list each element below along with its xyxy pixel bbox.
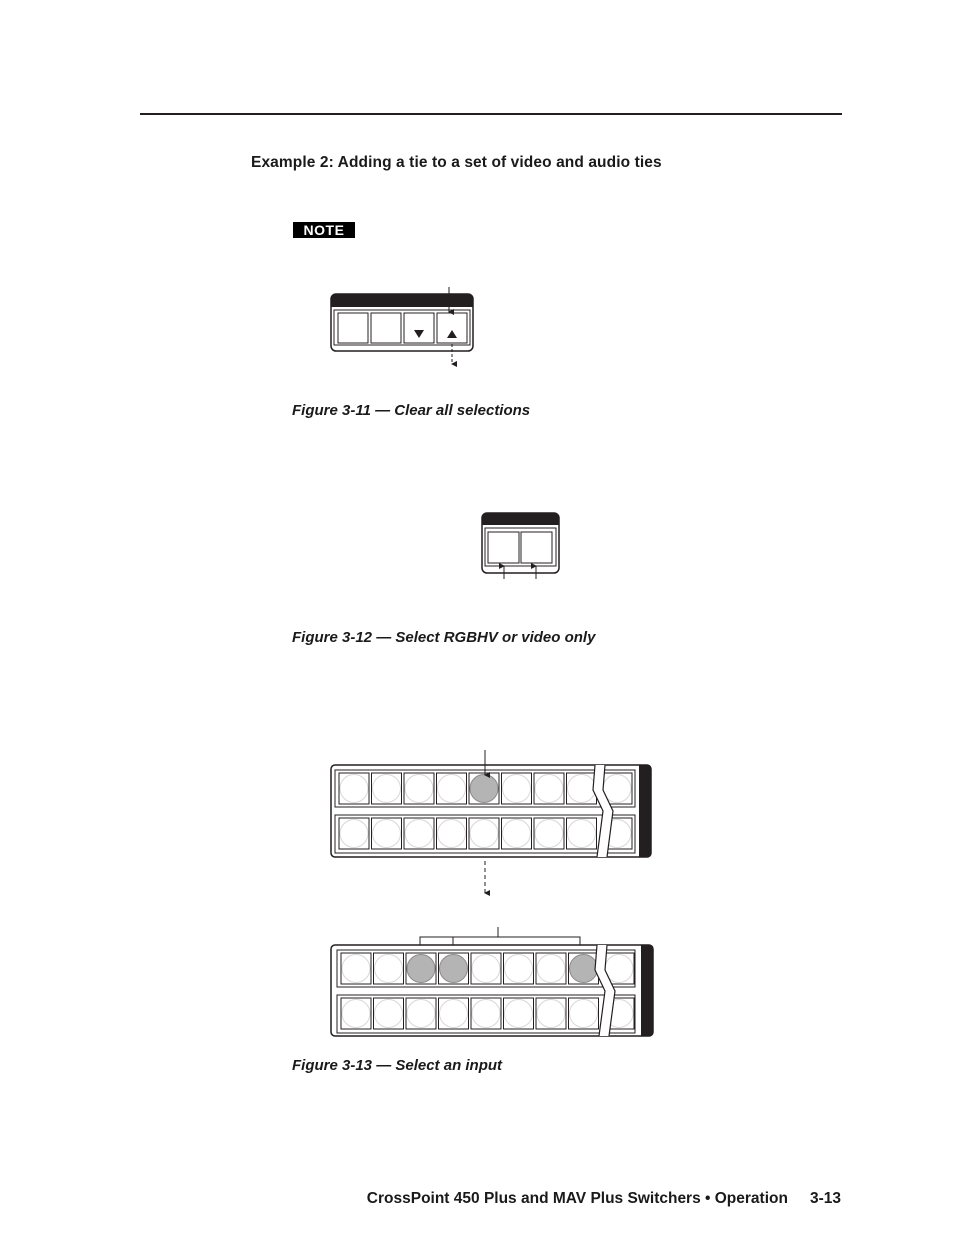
note-badge: NOTE (293, 222, 355, 238)
panel-button-2[interactable] (371, 313, 401, 343)
output-button-5[interactable] (469, 818, 499, 849)
output-button-6[interactable] (504, 998, 534, 1029)
up-button[interactable] (437, 313, 467, 343)
input-button-7[interactable] (534, 773, 564, 804)
output-button-2[interactable] (372, 818, 402, 849)
lit-indicator (440, 955, 468, 983)
page-number: 3-13 (809, 1190, 841, 1207)
output-button-8[interactable] (569, 998, 599, 1029)
figure-3-12-caption: Figure 3-12 — Select RGBHV or video only (292, 629, 596, 646)
input-button-2[interactable] (374, 953, 404, 984)
output-button-1[interactable] (339, 818, 369, 849)
output-button-4[interactable] (437, 818, 467, 849)
input-button-4[interactable] (437, 773, 467, 804)
lit-indicator (470, 775, 498, 803)
panel-button-1[interactable] (338, 313, 368, 343)
input-button-2[interactable] (372, 773, 402, 804)
input-button-7[interactable] (536, 953, 566, 984)
video-button[interactable] (521, 532, 552, 563)
output-button-3[interactable] (406, 998, 436, 1029)
output-button-5[interactable] (471, 998, 501, 1029)
header-rule (140, 113, 842, 115)
output-button-4[interactable] (439, 998, 469, 1029)
output-button-2[interactable] (374, 998, 404, 1029)
page-footer (367, 1190, 841, 1208)
output-button-3[interactable] (404, 818, 434, 849)
section-heading: Example 2: Adding a tie to a set of video and audio ties (251, 154, 662, 171)
down-button[interactable] (404, 313, 434, 343)
figure-3-11-caption: Figure 3-11 — Clear all selections (292, 402, 531, 419)
output-button-7[interactable] (536, 998, 566, 1029)
figure-3-13-panel-input (325, 745, 660, 945)
input-button-6[interactable] (502, 773, 532, 804)
output-button-7[interactable] (534, 818, 564, 849)
input-button-8[interactable] (567, 773, 597, 804)
lit-indicator (570, 955, 598, 983)
figure-3-12-panel (475, 505, 570, 590)
output-button-6[interactable] (502, 818, 532, 849)
lit-indicator (407, 955, 435, 983)
input-button-3[interactable] (404, 773, 434, 804)
input-button-5[interactable] (471, 953, 501, 984)
input-button-1[interactable] (339, 773, 369, 804)
footer-title: CrossPoint 450 Plus and MAV Plus Switchers • Operation (366, 1190, 788, 1207)
rgbhv-button[interactable] (488, 532, 519, 563)
input-button-1[interactable] (341, 953, 371, 984)
figure-3-13-panel-ties (325, 925, 660, 1040)
output-button-8[interactable] (567, 818, 597, 849)
figure-3-11-panel (320, 282, 490, 377)
figure-3-13-caption: Figure 3-13 — Select an input (292, 1057, 503, 1074)
input-button-6[interactable] (504, 953, 534, 984)
output-button-1[interactable] (341, 998, 371, 1029)
